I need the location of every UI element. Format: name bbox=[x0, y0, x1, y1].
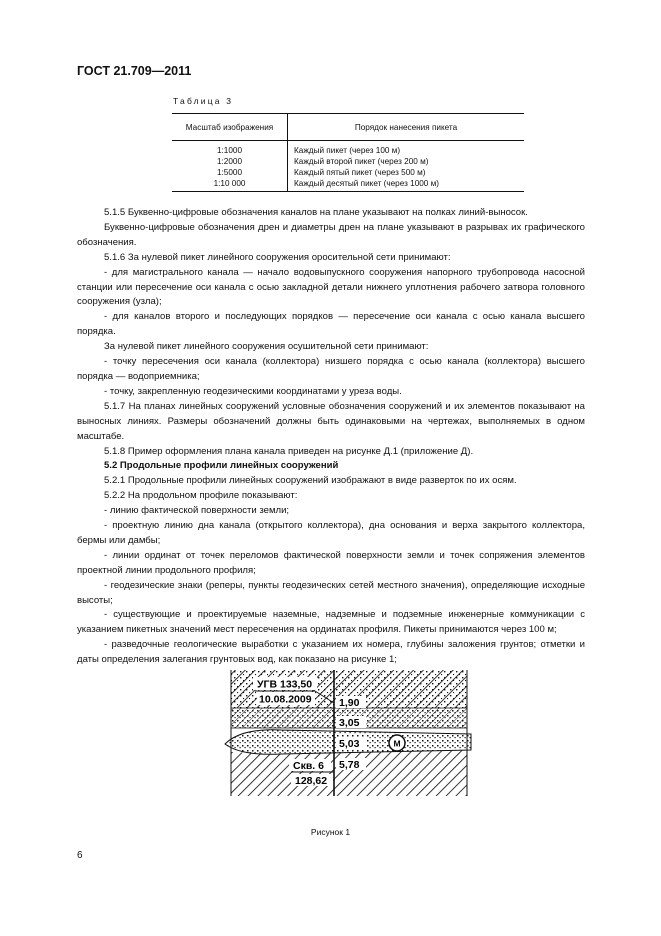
body-text bbox=[77, 206, 585, 668]
paragraph: - точку, закрепленную геодезическими координатами у уреза воды. bbox=[104, 385, 402, 397]
table-cell-scale: 1:10 000 bbox=[172, 178, 288, 192]
paragraph: - существующие и проектируемые наземные, надземные и подземные инженерные коммуникации с указанием пикетных значений мест пересечения на ординатах профиля. Пикеты принимаются через 100 м; bbox=[77, 609, 585, 636]
table-cell-order: Каждый пикет (через 100 м) bbox=[294, 146, 401, 155]
table-cell-scale: 1:5000 bbox=[172, 167, 288, 178]
table-row bbox=[172, 167, 524, 178]
paragraph: - разведочные геологические выработки с указанием их номера, глубины заложения грунтов; отметки и даты определения залегания грунтовых вод, как показано на рисунке 1; bbox=[77, 639, 585, 666]
depth-label: 3,05 bbox=[339, 717, 360, 729]
table-caption: Таблица 3 bbox=[173, 96, 234, 106]
depth-label: 5,78 bbox=[339, 759, 360, 771]
paragraph: 5.2.1 Продольные профили линейных сооружений изображают в виде разверток по их осям. bbox=[104, 475, 517, 487]
borehole-number-label: Скв. 6 bbox=[293, 760, 324, 772]
paragraph: 5.1.6 За нулевой пикет линейного сооружения оросительной сети принимают: bbox=[104, 251, 451, 263]
paragraph: 5.1.8 Пример оформления плана канала приведен на рисунке Д.1 (приложение Д). bbox=[104, 445, 474, 457]
paragraph: 5.2.2 На продольном профиле показывают: bbox=[104, 490, 298, 502]
paragraph: - для каналов второго и последующих порядков — пересечение оси канала с осью канала высшего порядка. bbox=[77, 311, 585, 338]
table-cell-order: Каждый пятый пикет (через 500 м) bbox=[294, 168, 426, 177]
borehole-elevation-label: 128,62 bbox=[295, 775, 328, 787]
soil-layer-bottom bbox=[231, 750, 467, 796]
paragraph: - линии ординат от точек переломов фактической поверхности земли и точек сопряжения элементов проектной линии продольного профиля; bbox=[77, 549, 585, 576]
paragraph: - линию фактической поверхности земли; bbox=[104, 505, 290, 517]
paragraph: 5.1.7 На планах линейных сооружений условные обозначения сооружений и их элементов показывают на выносных линиях. Размеры обозначений должны быть одинаковыми на чертежах, выполняемых в одном масштабе. bbox=[77, 400, 585, 442]
borehole-figure bbox=[221, 664, 473, 804]
groundwater-date-label: 10.08.2009 bbox=[259, 693, 312, 706]
table-row bbox=[172, 178, 524, 192]
marker-label: М bbox=[393, 738, 401, 749]
marker-circle-icon bbox=[389, 735, 405, 751]
table-cell-scale: 1:1000 bbox=[172, 141, 288, 157]
groundwater-level-label: УГВ 133,50 bbox=[257, 678, 313, 691]
table-col2-header: Порядок нанесения пикета bbox=[288, 114, 525, 141]
table-col1-header: Масштаб изображения bbox=[172, 114, 288, 141]
table-row bbox=[172, 156, 524, 167]
document-header: ГОСТ 21.709—2011 bbox=[77, 64, 192, 78]
paragraph: Буквенно-цифровые обозначения дрен и диаметры дрен на плане указывают в разрывах их графического обозначения. bbox=[77, 221, 585, 248]
paragraph: За нулевой пикет линейного сооружения осушительной сети принимают: bbox=[104, 341, 429, 353]
figure-caption: Рисунок 1 bbox=[310, 827, 351, 837]
paragraph: - точку пересечения оси канала (коллектора) низшего порядка с осью канала (коллектора) высшего порядка — водоприемника; bbox=[77, 356, 585, 382]
page-number: 6 bbox=[77, 850, 83, 861]
table-3 bbox=[172, 113, 524, 192]
paragraph: - для магистрального канала — начало водовыпускного сооружения напорного трубопровода насосной станции или пересечение оси канала с осью закладной детали нижнего уплотнения рабочего затвора головного сооружения (узла); bbox=[77, 266, 585, 308]
table-cell-scale: 1:2000 bbox=[172, 156, 288, 167]
paragraph: - геодезические знаки (реперы, пункты геодезических сетей местного значения), определяющие исходные высоты; bbox=[77, 579, 585, 606]
section-heading: 5.2 Продольные профили линейных сооружений bbox=[104, 460, 339, 472]
table-row bbox=[172, 141, 524, 157]
table-cell-order: Каждый десятый пикет (через 1000 м) bbox=[288, 178, 525, 192]
depth-label: 1,90 bbox=[339, 697, 360, 709]
paragraph: 5.1.5 Буквенно-цифровые обозначения каналов на плане указывают на полках линий-выносок. bbox=[104, 207, 528, 218]
table-cell-order: Каждый второй пикет (через 200 м) bbox=[294, 157, 429, 166]
paragraph: - проектную линию дна канала (открытого коллектора), дна основания и верха закрытого коллектора, бермы или дамбы; bbox=[77, 520, 585, 546]
depth-label: 5,03 bbox=[339, 738, 360, 750]
